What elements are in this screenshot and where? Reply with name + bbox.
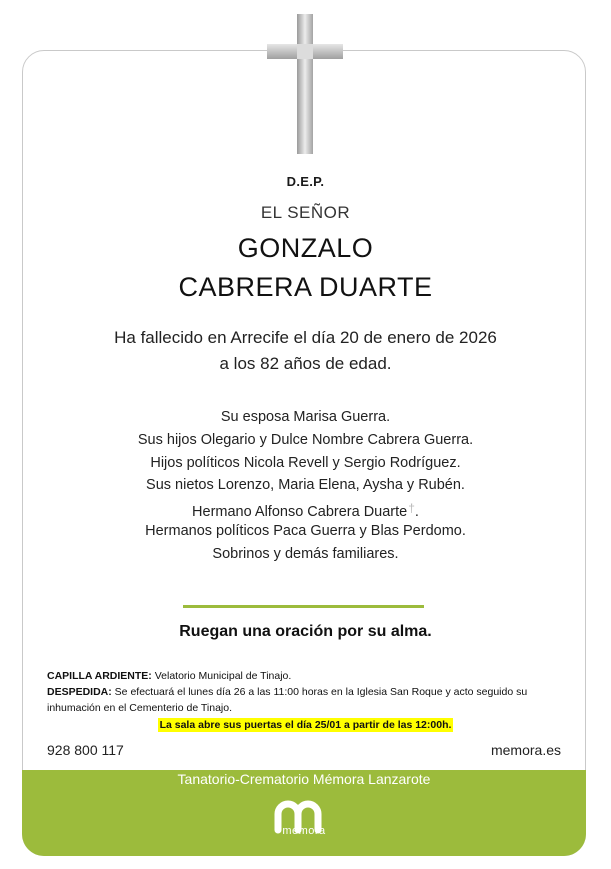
service-info <box>47 668 567 716</box>
family-list <box>0 406 611 566</box>
deceased-surnames: CABRERA DUARTE <box>178 272 433 302</box>
family-children-in-law: Hijos políticos Nicola Revell y Sergio Rodríguez. <box>150 454 461 471</box>
dep-label: D.E.P. <box>286 174 325 189</box>
opening-notice: La sala abre sus puertas el día 25/01 a partir de las 12:00h. <box>159 719 452 731</box>
footer-banner <box>22 770 586 856</box>
family-wife: Su esposa Marisa Guerra. <box>220 409 391 425</box>
family-children: Sus hijos Olegario y Dulce Nombre Cabrera Guerra. <box>137 431 474 448</box>
death-announcement: Ha fallecido en Arrecife el día 20 de enero de 2026 <box>114 328 497 347</box>
farewell-text: Se efectuará el lunes día 26 a las 11:00 horas en la Iglesia San Roque y acto seguido su inhumación en el Cementerio de Tinajo. <box>47 686 528 714</box>
logo-wordmark: mémora <box>282 825 326 837</box>
prayer-request: Ruegan una oración por su alma. <box>179 623 432 640</box>
funeral-home-name: Tanatorio-Crematorio Mémora Lanzarote <box>177 771 431 787</box>
family-grandchildren: Sus nietos Lorenzo, Maria Elena, Aysha y Rubén. <box>146 477 465 494</box>
chapel-text: Velatorio Municipal de Tinajo. <box>151 670 292 682</box>
deceased-first-name: GONZALO <box>237 233 374 263</box>
family-others: Sobrinos y demás familiares. <box>212 545 399 562</box>
family-brother <box>0 497 611 520</box>
farewell-label: DESPEDIDA: <box>47 686 112 698</box>
divider-line <box>183 605 424 608</box>
family-brother-suffix: . <box>414 504 419 521</box>
honorific-title: EL SEÑOR <box>260 203 351 222</box>
small-cross-icon: † <box>408 501 415 516</box>
chapel-info <box>47 668 567 684</box>
age-at-death: a los 82 años de edad. <box>219 354 392 373</box>
phone-number[interactable]: 928 800 117 <box>47 742 124 758</box>
website-link[interactable]: memora.es <box>490 742 561 758</box>
family-siblings-in-law: Hermanos políticos Paca Guerra y Blas Perdomo. <box>145 522 466 539</box>
notice-container <box>0 715 611 733</box>
family-brother-name: Hermano Alfonso Cabrera Duarte <box>192 504 408 521</box>
farewell-info <box>47 684 567 716</box>
latin-cross-icon <box>267 14 343 154</box>
chapel-label: CAPILLA ARDIENTE: <box>47 670 152 682</box>
